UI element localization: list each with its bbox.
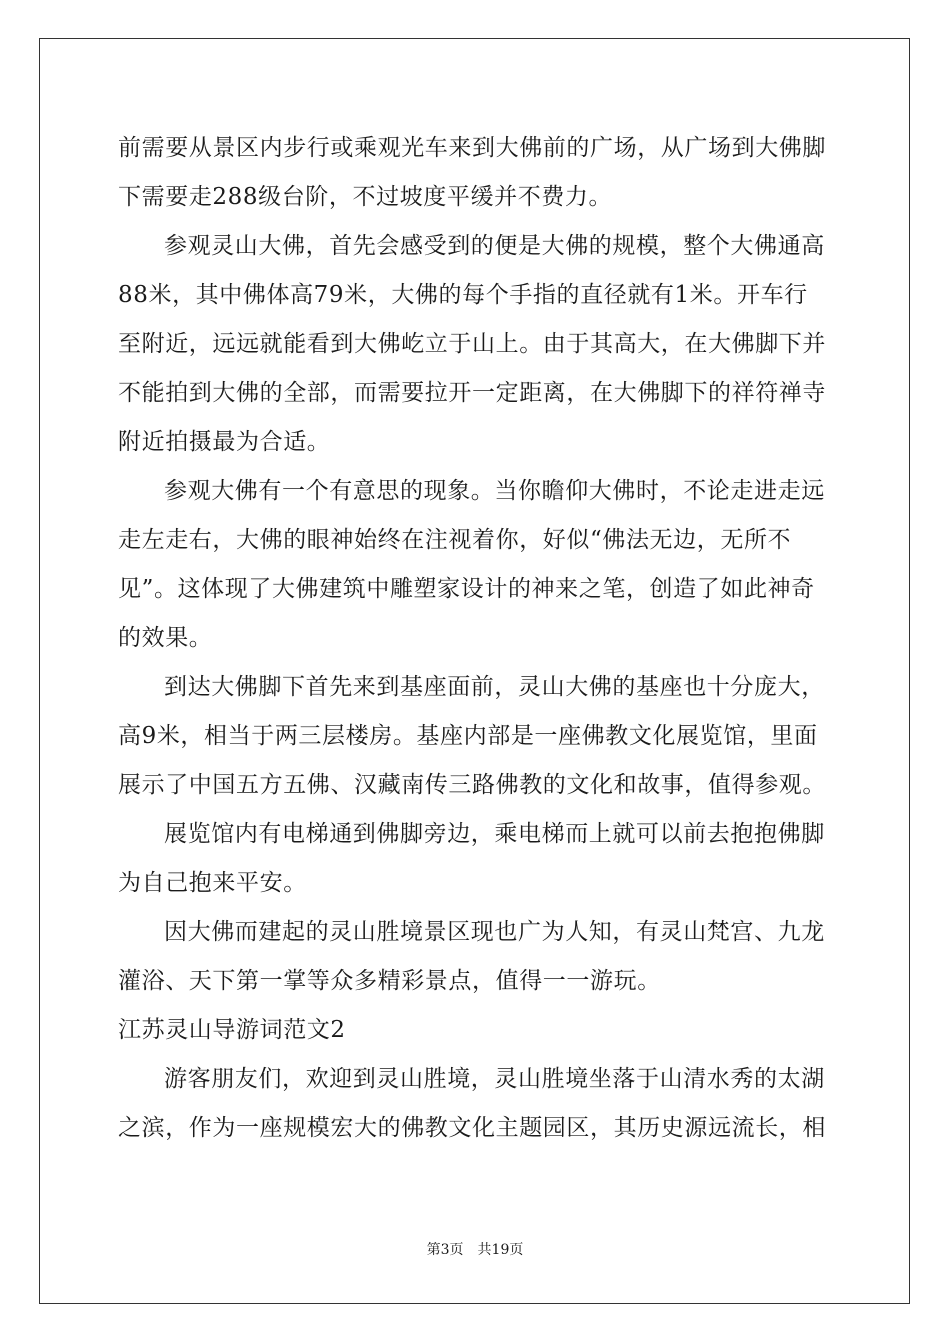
text-line: 的效果。	[118, 625, 213, 651]
text-line: 不能拍到大佛的全部，而需要拉开一定距离，在大佛脚下的祥符禅寺	[118, 380, 826, 406]
text-line: 之滨，作为一座规模宏大的佛教文化主题园区，其历史源远流长，相	[118, 1115, 826, 1141]
text-line: 展示了中国五方五佛、汉藏南传三路佛教的文化和故事，值得参观。	[118, 772, 826, 798]
text-line: 至附近，远远就能看到大佛屹立于山上。由于其高大，在大佛脚下并	[118, 331, 826, 357]
text-line: 灌浴、天下第一掌等众多精彩景点，值得一一游玩。	[118, 968, 661, 994]
document-body	[118, 124, 834, 1153]
text-line: 参观灵山大佛，首先会感受到的便是大佛的规模，整个大佛通高	[164, 233, 825, 259]
page-total: 共19页	[477, 1242, 524, 1258]
text-line: 参观大佛有一个有意思的现象。当你瞻仰大佛时，不论走进走远	[164, 478, 825, 504]
text-line: 高9米，相当于两三层楼房。基座内部是一座佛教文化展览馆，里面	[118, 723, 818, 749]
text-line: 下需要走288级台阶，不过坡度平缓并不费力。	[118, 184, 613, 210]
page-number: 第3页	[426, 1242, 464, 1258]
text-line: 走左走右，大佛的眼神始终在注视着你，好似“佛法无边，无所不	[118, 527, 792, 553]
text-line: 展览馆内有电梯通到佛脚旁边，乘电梯而上就可以前去抱抱佛脚	[164, 821, 825, 847]
page-footer	[0, 1240, 950, 1260]
text-line: 前需要从景区内步行或乘观光车来到大佛前的广场，从广场到大佛脚	[118, 135, 826, 161]
text-line: 88米，其中佛体高79米，大佛的每个手指的直径就有1米。开车行	[118, 282, 808, 308]
text-line: 到达大佛脚下首先来到基座面前，灵山大佛的基座也十分庞大，	[164, 674, 825, 700]
text-line: 见”。这体现了大佛建筑中雕塑家设计的神来之笔，创造了如此神奇	[118, 576, 815, 602]
section-heading: 江苏灵山导游词范文2	[118, 1017, 346, 1043]
text-line: 因大佛而建起的灵山胜境景区现也广为人知，有灵山梵宫、九龙	[164, 919, 825, 945]
text-line: 游客朋友们，欢迎到灵山胜境，灵山胜境坐落于山清水秀的太湖	[164, 1066, 825, 1092]
text-line: 附近拍摄最为合适。	[118, 429, 331, 455]
text-line: 为自己抱来平安。	[118, 870, 307, 896]
